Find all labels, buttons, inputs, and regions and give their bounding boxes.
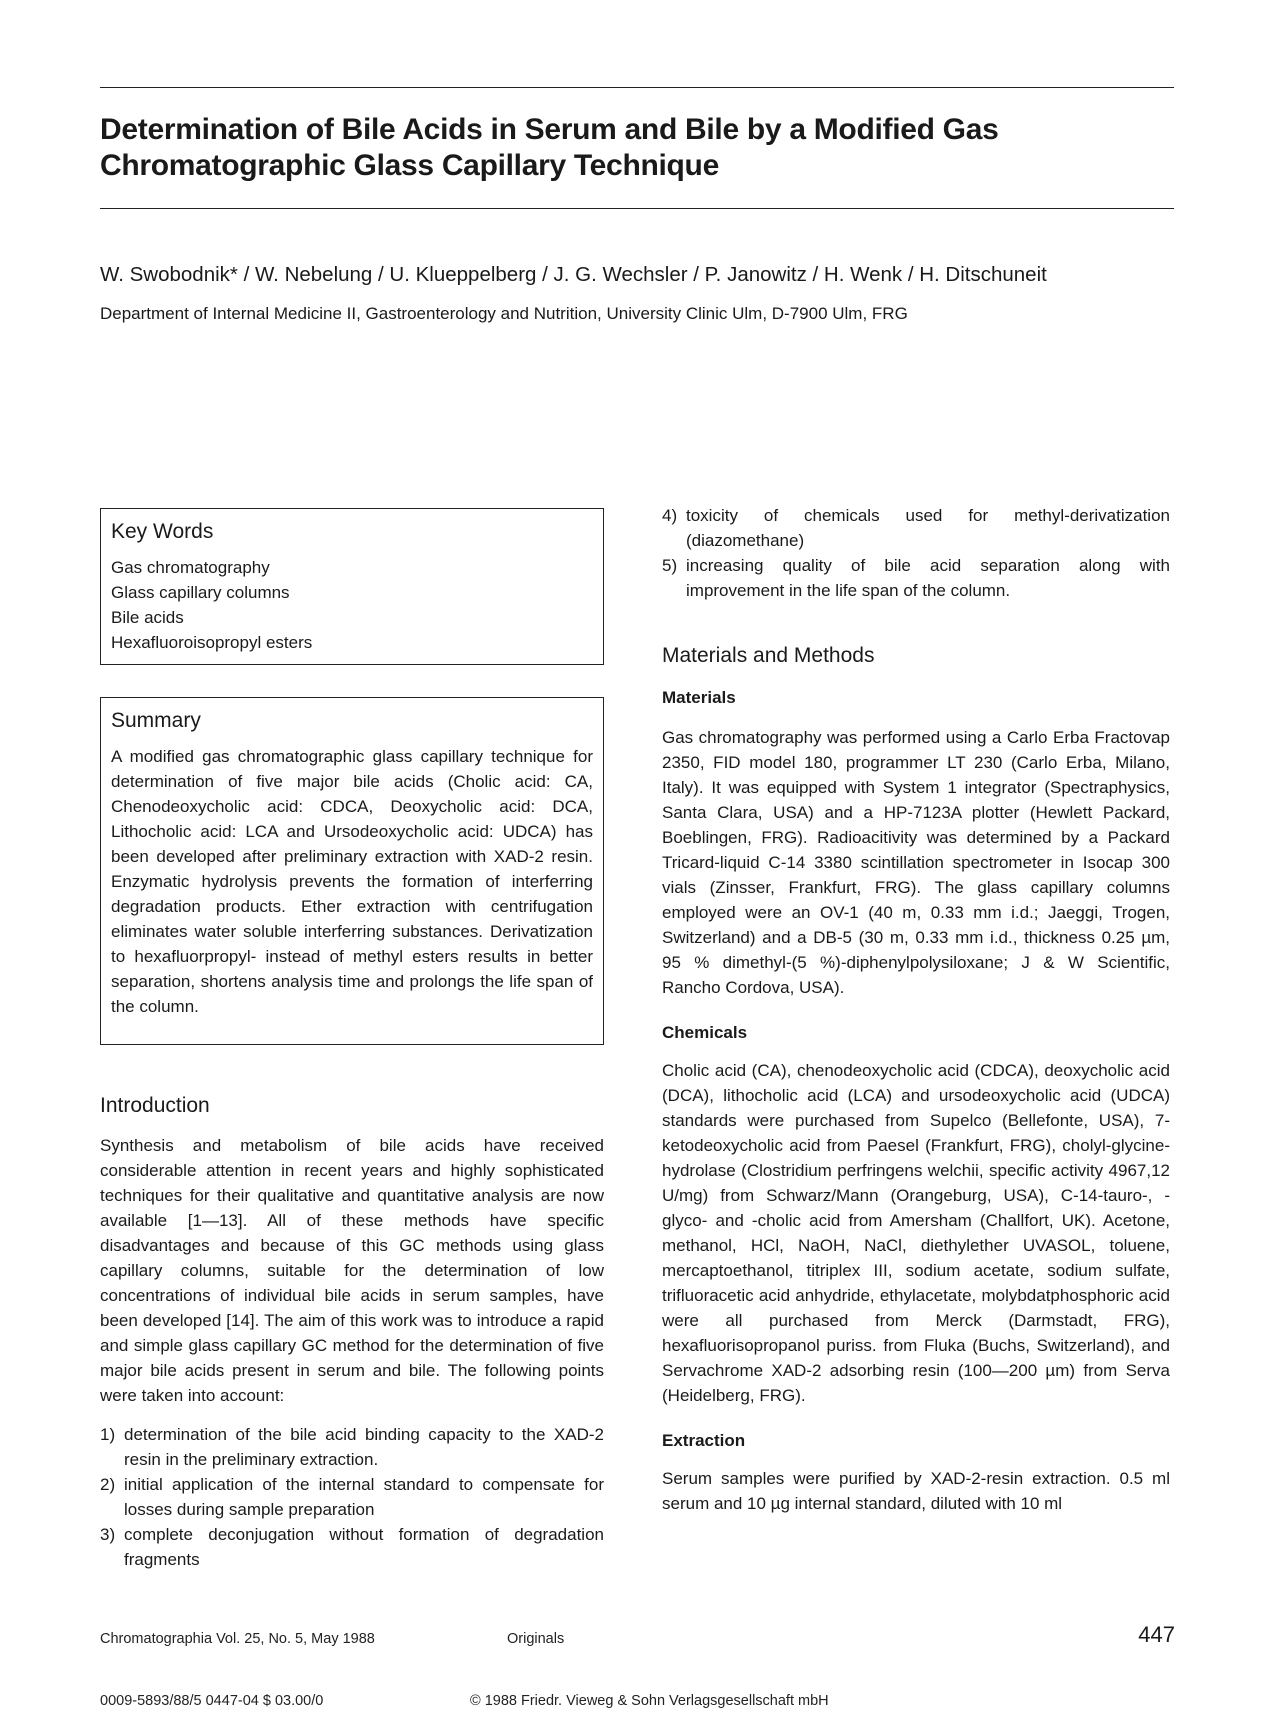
continued-points <box>662 503 1170 603</box>
item-number: 1) <box>100 1425 116 1444</box>
page-number: 447 <box>1138 1622 1175 1647</box>
item-text: determination of the bile acid binding capacity to the XAD-2 resin in the preliminary extraction. <box>124 1425 604 1469</box>
keyword-item: Hexafluoroisopropyl esters <box>111 633 313 652</box>
item-text: toxicity of chemicals used for methyl-derivatization (diazomethane) <box>686 506 1170 550</box>
item-number: 4) <box>662 506 678 525</box>
extraction-heading: Extraction <box>662 1431 746 1450</box>
keywords-heading: Key Words <box>111 520 214 543</box>
list-item <box>100 1522 604 1572</box>
keyword-item: Bile acids <box>111 608 184 627</box>
item-number: 3) <box>100 1525 116 1544</box>
list-item <box>100 1472 604 1522</box>
article-code: 0009-5893/88/5 0447-04 $ 03.00/0 <box>100 1693 324 1709</box>
author-list: W. Swobodnik* / W. Nebelung / U. Klueppelberg / J. G. Wechsler / P. Janowitz / H. Wenk / H. Ditschuneit <box>100 263 1047 286</box>
keywords-box <box>100 508 604 665</box>
keyword-item: Glass capillary columns <box>111 583 290 602</box>
keywords-list <box>111 555 593 655</box>
materials-heading: Materials <box>662 688 736 707</box>
item-text: initial application of the internal standard to compensate for losses during sample preparation <box>124 1475 604 1519</box>
item-text: increasing quality of bile acid separation along with improvement in the life span of the column. <box>686 556 1170 600</box>
introduction-section <box>100 1093 604 1572</box>
chemicals-text: Cholic acid (CA), chenodeoxycholic acid (CDCA), deoxycholic acid (DCA), lithocholic acid (LCA) and ursodeoxycholic acid (UDCA) standards were purchased from Supelco (Bellefonte, USA), 7-ketodeoxycholic acid from Paesel (Frankfurt, FRG), cholyl-glycine-hydrolase (Clostridium perfringens welchii, specific activity 4967,12 U/mg) from Schwarz/Mann (Orangeburg, USA), C-14-tauro-, -glyco- and -cholic acid from Amersham (Challfort, UK). Acetone, methanol, HCl, NaOH, NaCl, diethylether UVASOL, toluene, mercaptoethanol, titriplex III, sodium acetate, sodium sulfate, trifluoracetic acid anhydride, ethylacetate, molybdatphosphoric acid were all purchased from Merck (Darmstadt, FRG), hexafluorisopropanol puriss. from Fluka (Buchs, Switzerland), and Servachrome XAD-2 adsorbing resin (100—200 µm) from Serva (Heidelberg, FRG). <box>662 1061 1170 1405</box>
introduction-heading: Introduction <box>100 1094 210 1117</box>
list-item <box>100 1422 604 1472</box>
title-line-1: Determination of Bile Acids in Serum and Bile by a Modified Gas <box>100 113 999 146</box>
item-number: 5) <box>662 556 678 575</box>
item-text: complete deconjugation without formation of degradation fragments <box>124 1525 604 1569</box>
top-rule <box>100 87 1174 88</box>
list-item <box>662 503 1170 553</box>
copyright-line: © 1988 Friedr. Vieweg & Sohn Verlagsgesellschaft mbH <box>470 1693 829 1709</box>
title-bottom-rule <box>100 208 1174 209</box>
summary-box <box>100 697 604 1045</box>
section-label: Originals <box>507 1631 565 1647</box>
introduction-text: Synthesis and metabolism of bile acids have received considerable attention in recent years and highly sophisticated techniques for their qualitative and quantitative analysis are now available [1—13]. All of these methods have specific disadvantages and because of this GC methods using glass capillary columns, suitable for the determination of low concentrations of individual bile acids in serum samples, have been developed [14]. The aim of this work was to introduce a rapid and simple glass capillary GC method for the determination of five major bile acids present in serum and bile. The following points were taken into account: <box>100 1136 604 1405</box>
right-column <box>662 503 1170 1516</box>
affiliation: Department of Internal Medicine II, Gastroenterology and Nutrition, University Clinic Ulm, D-7900 Ulm, FRG <box>100 304 908 323</box>
summary-heading: Summary <box>111 709 201 732</box>
keyword-item: Gas chromatography <box>111 558 270 577</box>
introduction-points <box>100 1422 604 1572</box>
list-item <box>662 553 1170 603</box>
item-number: 2) <box>100 1475 116 1494</box>
paper-title <box>100 112 1174 184</box>
materials-text: Gas chromatography was performed using a Carlo Erba Fractovap 2350, FID model 180, programmer LT 230 (Carlo Erba, Milano, Italy). It was equipped with System 1 integrator (Spectraphysics, Santa Clara, USA) and a HP-7123A plotter (Hewlett Packard, Boeblingen, FRG). Radioacitivity was determined by a Packard Tricard-liquid C-14 3380 scintillation spectrometer in Isocap 300 vials (Zinsser, Frankfurt, FRG). The glass capillary columns employed were an OV-1 (40 m, 0.33 mm i.d.; Jaeggi, Trogen, Switzerland) and a DB-5 (30 m, 0.33 mm i.d., thickness 0.25 µm, 95 % dimethyl-(5 %)-diphenylpolysiloxane; J & W Scientific, Rancho Cordova, USA). <box>662 728 1170 997</box>
methods-heading: Materials and Methods <box>662 644 875 667</box>
title-line-2: Chromatographic Glass Capillary Technique <box>100 149 719 182</box>
journal-reference: Chromatographia Vol. 25, No. 5, May 1988 <box>100 1631 375 1647</box>
chemicals-heading: Chemicals <box>662 1023 748 1042</box>
summary-text: A modified gas chromatographic glass capillary technique for determination of five major bile acids (Cholic acid: CA, Chenodeoxycholic acid: CDCA, Deoxycholic acid: DCA, Lithocholic acid: LCA and Ursodeoxycholic acid: UDCA) has been developed after preliminary extraction with XAD-2 resin. Enzymatic hydrolysis prevents the formation of interferring degradation products. Ether extraction with centrifugation eliminates water soluble interferring substances. Derivatization to hexafluorpropyl- instead of methyl esters results in better separation, shortens analysis time and prolongs the life span of the column. <box>111 747 593 1016</box>
extraction-text: Serum samples were purified by XAD-2-resin extraction. 0.5 ml serum and 10 µg internal standard, diluted with 10 ml <box>662 1469 1170 1513</box>
